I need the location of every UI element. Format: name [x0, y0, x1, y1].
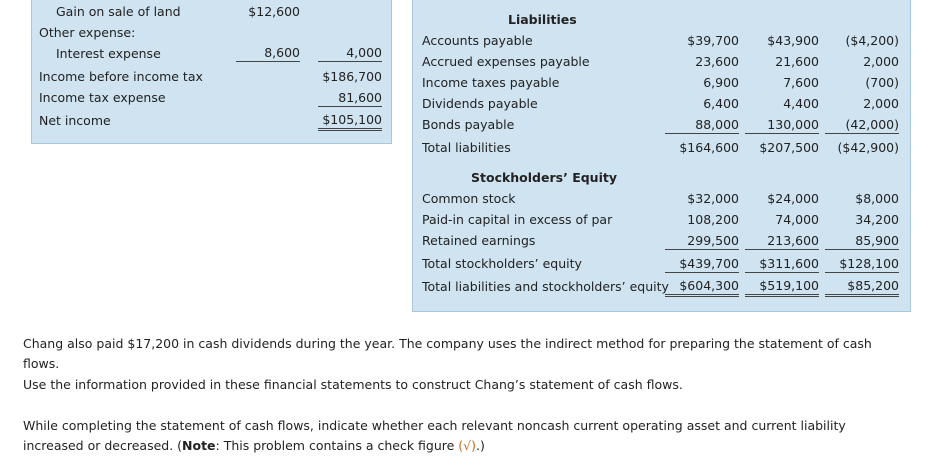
liability-y1: 88,000	[665, 117, 739, 134]
income-before-tax-value: $186,700	[322, 69, 382, 84]
dividends-paragraph: Chang also paid $17,200 in cash dividends during the year. The company uses the indirect method for preparing the statement of cash flows.	[23, 336, 872, 371]
gain-label: Gain on sale of land	[56, 4, 181, 19]
note-label: Note	[182, 438, 216, 453]
liability-y1: 6,900	[703, 75, 739, 90]
liability-change: (700)	[865, 75, 899, 90]
total-liabilities-label: Total liabilities	[422, 140, 511, 155]
equity-y2: $24,000	[767, 191, 819, 206]
equity-y1: 108,200	[687, 212, 739, 227]
total-liabilities-equity-change: $85,200	[825, 278, 899, 297]
liability-y1: 6,400	[703, 96, 739, 111]
liability-y2: $43,900	[767, 33, 819, 48]
total-equity-label: Total stockholders’ equity	[422, 256, 582, 271]
equity-heading: Stockholders’ Equity	[471, 170, 617, 185]
total-liabilities-equity-y1: $604,300	[665, 278, 739, 297]
liability-change: 2,000	[863, 54, 899, 69]
income-tax-label: Income tax expense	[39, 90, 166, 105]
other-expense-label: Other expense:	[39, 25, 136, 40]
liability-label: Accrued expenses payable	[422, 54, 590, 69]
liability-y1: 23,600	[695, 54, 739, 69]
equity-y2: 213,600	[745, 233, 819, 250]
net-income-value: $105,100	[318, 112, 382, 131]
equity-change: 34,200	[855, 212, 899, 227]
liability-change: 2,000	[863, 96, 899, 111]
other-expense-total: 4,000	[318, 45, 382, 62]
instruction-paragraph: Use the information provided in these financial statements to construct Chang’s statement of cash flows.	[23, 377, 683, 392]
note-text-mid: : This problem contains a check figure	[215, 438, 459, 453]
net-income-label: Net income	[39, 113, 111, 128]
note-text-end: .)	[476, 438, 485, 453]
interest-expense-label: Interest expense	[56, 46, 161, 61]
equity-label: Retained earnings	[422, 233, 536, 248]
gain-value: $12,600	[248, 4, 300, 19]
interest-expense-value: 8,600	[236, 45, 300, 62]
liability-y2: 4,400	[783, 96, 819, 111]
income-before-tax-label: Income before income tax	[39, 69, 203, 84]
liability-label: Dividends payable	[422, 96, 538, 111]
equity-label: Paid-in capital in excess of par	[422, 212, 613, 227]
equity-y1: 299,500	[665, 233, 739, 250]
check-figure-icon: (√)	[458, 438, 477, 453]
income-tax-value: 81,600	[318, 90, 382, 107]
total-liabilities-equity-label: Total liabilities and stockholders’ equity	[422, 279, 669, 294]
liability-label: Accounts payable	[422, 33, 533, 48]
liability-label: Income taxes payable	[422, 75, 560, 90]
liability-change: (42,000)	[825, 117, 899, 134]
total-equity-change: $128,100	[825, 256, 899, 273]
note-text-start: While completing the statement of cash flows, indicate whether each relevant noncash current operating asset and current liability increased or decreased. (	[23, 418, 846, 453]
liabilities-heading: Liabilities	[508, 12, 577, 27]
liability-label: Bonds payable	[422, 117, 515, 132]
equity-change: 85,900	[825, 233, 899, 250]
note-paragraph	[23, 416, 903, 456]
equity-y2: 74,000	[775, 212, 819, 227]
liability-y2: 21,600	[775, 54, 819, 69]
total-liabilities-change: ($42,900)	[837, 140, 899, 155]
total-liabilities-equity-y2: $519,100	[745, 278, 819, 297]
equity-change: $8,000	[855, 191, 899, 206]
equity-label: Common stock	[422, 191, 516, 206]
liability-y2: 130,000	[745, 117, 819, 134]
equity-y1: $32,000	[687, 191, 739, 206]
total-liabilities-y2: $207,500	[759, 140, 819, 155]
total-equity-y1: $439,700	[665, 256, 739, 273]
liability-change: ($4,200)	[845, 33, 899, 48]
liability-y2: 7,600	[783, 75, 819, 90]
total-equity-y2: $311,600	[745, 256, 819, 273]
total-liabilities-y1: $164,600	[679, 140, 739, 155]
liability-y1: $39,700	[687, 33, 739, 48]
